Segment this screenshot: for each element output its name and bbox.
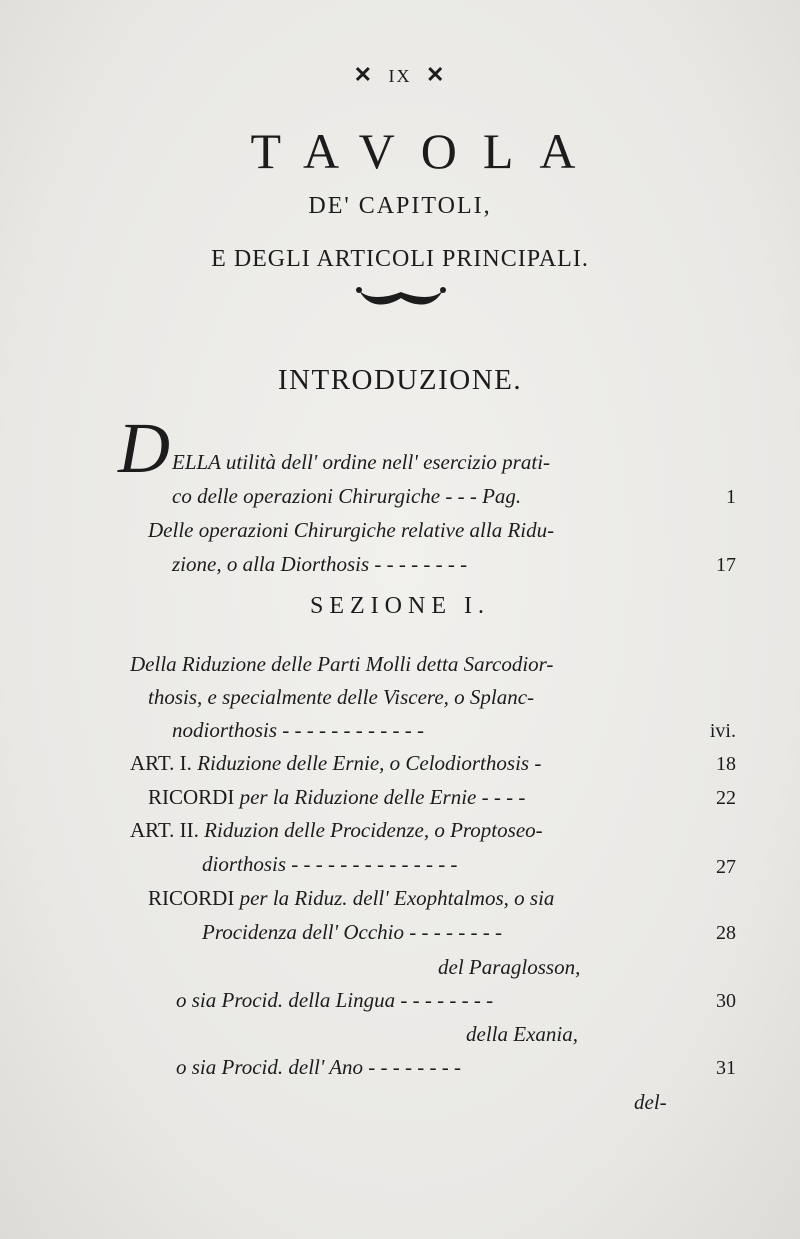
folio-right-star-icon: ✕ bbox=[426, 62, 447, 87]
art2-text: Riduzion delle Procidenze, o Proptoseo- bbox=[204, 818, 543, 842]
ricordi1-prefix: RICORDI bbox=[148, 785, 235, 809]
art2-page: 27 bbox=[716, 856, 736, 878]
ricordi2-prefix: RICORDI bbox=[148, 886, 235, 910]
ricordi2-page: 28 bbox=[716, 922, 736, 944]
art2-line2: diorthosis - - - - - - - - - - - - - - bbox=[202, 852, 458, 876]
sezione-entry1-line3: nodiorthosis - - - - - - - - - - - - bbox=[172, 718, 424, 742]
art1-prefix: ART. I. bbox=[130, 751, 192, 775]
sezione-entry1-line2: thosis, e specialmente delle Viscere, o Splanc- bbox=[148, 685, 535, 709]
folio bbox=[0, 62, 800, 88]
art1-entry bbox=[130, 751, 541, 776]
ornament-divider-icon bbox=[355, 284, 447, 314]
art1-page: 18 bbox=[716, 753, 736, 775]
ricordi2-text: per la Riduz. dell' Exophtalmos, o sia bbox=[239, 886, 555, 910]
art2-prefix: ART. II. bbox=[130, 818, 199, 842]
paraglosson-line1: del Paraglosson, bbox=[438, 955, 581, 979]
drop-cap: D bbox=[118, 408, 170, 488]
sezione-entry1-line1: Della Riduzione delle Parti Molli detta Sarcodior- bbox=[130, 652, 554, 676]
intro-entry2-line2: zione, o alla Diorthosis - - - - - - - - bbox=[172, 552, 468, 576]
ricordi1-text: per la Riduzione delle Ernie - - - - bbox=[239, 785, 526, 809]
subtitle-articoli: E DEGLI ARTICOLI PRINCIPALI. bbox=[211, 246, 589, 272]
page-title: TAVOLA bbox=[250, 123, 602, 179]
paraglosson-page: 30 bbox=[716, 990, 736, 1012]
exania-page: 31 bbox=[716, 1057, 736, 1079]
ricordi1-page: 22 bbox=[716, 787, 736, 809]
intro-entry2-line1: Delle operazioni Chirurgiche relative alla Ridu- bbox=[148, 518, 555, 542]
intro-entry1-line2: co delle operazioni Chirurgiche - - - Pag. bbox=[172, 484, 522, 508]
folio-number: IX bbox=[388, 66, 412, 86]
intro-entry1-line1: ELLA utilità dell' ordine nell' esercizio prati- bbox=[172, 450, 551, 474]
folio-left-star-icon: ✕ bbox=[353, 62, 374, 87]
intro-entry2-page: 17 bbox=[716, 554, 736, 576]
subtitle-capitoli: DE' CAPITOLI, bbox=[308, 193, 492, 219]
ricordi1-entry bbox=[148, 785, 525, 810]
art2-entry bbox=[130, 818, 543, 843]
ricordi2-line2: Procidenza dell' Occhio - - - - - - - - bbox=[202, 920, 502, 944]
ricordi2-entry bbox=[148, 886, 554, 911]
exania-line1: della Exania, bbox=[466, 1022, 578, 1046]
paraglosson-line2: o sia Procid. della Lingua - - - - - - - - bbox=[176, 988, 494, 1012]
sezione-entry1-page: ivi. bbox=[709, 720, 736, 742]
exania-line2: o sia Procid. dell' Ano - - - - - - - - bbox=[176, 1055, 462, 1079]
sezione-heading: SEZIONE I. bbox=[310, 593, 490, 619]
catchword: del- bbox=[634, 1090, 667, 1114]
introduzione-heading: INTRODUZIONE. bbox=[277, 364, 523, 396]
art1-text: Riduzione delle Ernie, o Celodiorthosis - bbox=[197, 751, 542, 775]
intro-entry1-page: 1 bbox=[726, 486, 736, 508]
